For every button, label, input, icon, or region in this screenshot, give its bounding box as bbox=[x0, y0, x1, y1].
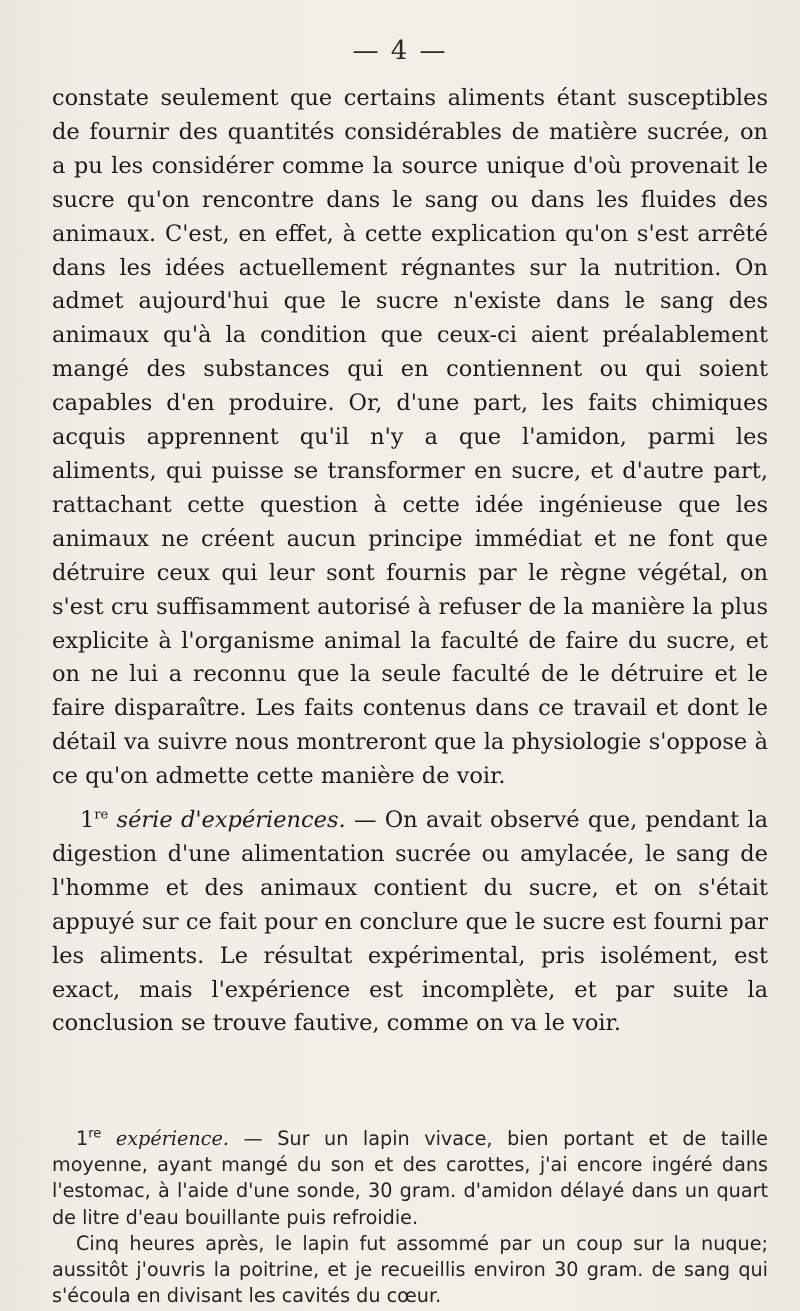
main-text-block bbox=[52, 82, 768, 1041]
experiment-text: — Sur un lapin vivace, bien portant et de taille moyenne, ayant mangé du son et des carottes, j'ai encore ingéré dans l'estomac, à l'aide d'une sonde, 30 gram. d'amidon délayé dans un quart de litre d'eau bouillante puis refroidie. bbox=[52, 1127, 768, 1229]
experiment-paragraph-2: Cinq heures après, le lapin fut assommé par un coup sur la nuque; aussitôt j'ouvris la poitrine, et je recueillis environ 30 gram. de sang qui s'écoula en divisant les cavités du cœur. bbox=[52, 1231, 768, 1308]
experiment-ordinal: re bbox=[88, 1126, 102, 1142]
series-heading: série d'expériences. bbox=[116, 807, 346, 834]
experiment-paragraph-1 bbox=[52, 1126, 768, 1231]
page-number: — 4 — bbox=[352, 36, 448, 66]
experiment-number: 1 bbox=[76, 1127, 89, 1150]
series-number: 1 bbox=[80, 807, 95, 834]
paragraph-series-1 bbox=[52, 804, 768, 1041]
paragraph-1: constate seulement que certains aliments étant susceptibles de fournir des quantités considérables de matière sucrée, on a pu les considérer comme la source unique d'où provenait le sucre qu'on rencontre dans le sang ou dans les fluides des animaux. C'est, en effet, à cette explication qu'on s'est arrêté dans les idées actuellement régnantes sur la nutrition. On admet aujourd'hui que le sucre n'existe dans le sang des animaux qu'à la condition que ceux-ci aient préalablement mangé des substances qui en contiennent ou qui soient capables d'en produire. Or, d'une part, les faits chimiques acquis apprennent qu'il n'y a que l'amidon, parmi les aliments, qui puisse se transformer en sucre, et d'autre part, rattachant cette question à cette idée ingénieuse que les animaux ne créent aucun principe immédiat et ne font que détruire ceux qui leur sont fournis par le règne végétal, on s'est cru suffisamment autorisé à refuser de la manière la plus explicite à l'organisme animal la faculté de faire du sucre, et on ne lui a reconnu que la seule faculté de le détruire et le faire disparaître. Les faits contenus dans ce travail et dont le détail va suivre nous montreront que la physiologie s'oppose à ce qu'on admette cette manière de voir. bbox=[52, 85, 768, 790]
experiment-heading: expérience. bbox=[115, 1127, 229, 1150]
series-ordinal: re bbox=[94, 807, 109, 823]
series-paragraph-text: — On avait observé que, pendant la digestion d'une alimentation sucrée ou amylacée, le sang de l'homme et des animaux contient du sucre, et on s'était appuyé sur ce fait pour en conclure que le sucre est fourni par les aliments. Le résultat expérimental, pris isolément, est exact, mais l'expérience est incomplète, et par suite la conclusion se trouve fautive, comme on va le voir. bbox=[52, 807, 769, 1037]
experiment-block bbox=[52, 1126, 768, 1309]
